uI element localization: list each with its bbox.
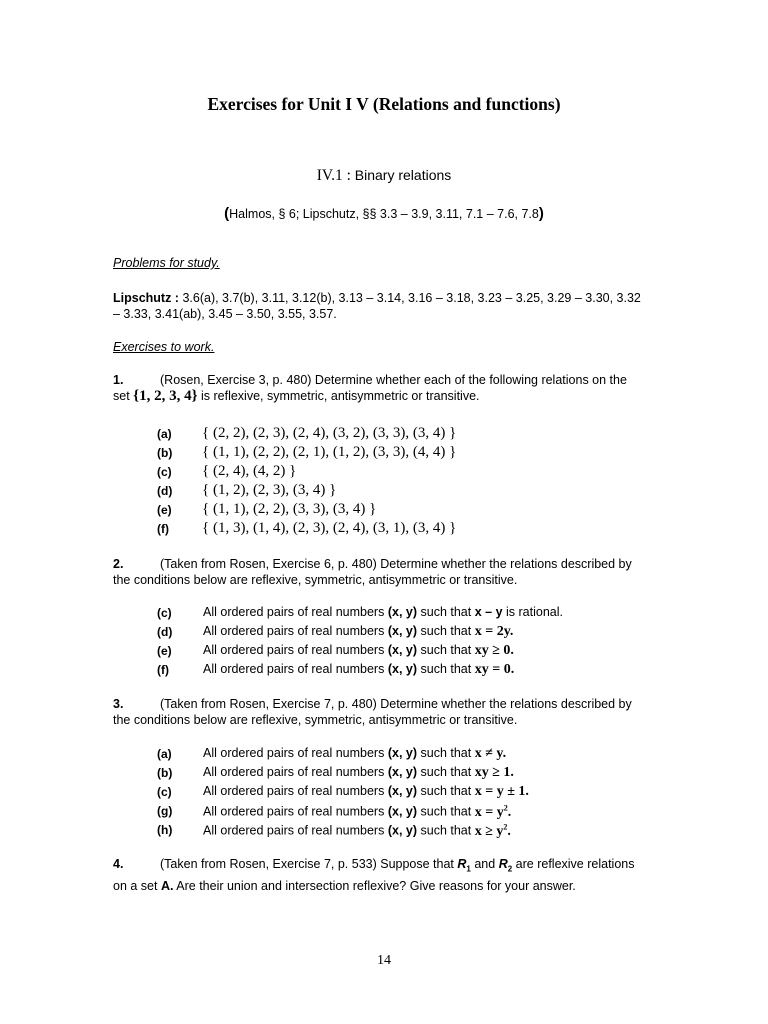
references-line: (Halmos, § 6; Lipschutz, §§ 3.3 – 3.9, 3.11, 7.1 – 7.6, 7.8) — [224, 205, 544, 222]
exercise-1-set: {1, 2, 3, 4} — [133, 388, 198, 404]
lipschutz-paragraph — [113, 290, 643, 322]
lipschutz-text: 3.6(a), 3.7(b), 3.11, 3.12(b), 3.13 – 3.14, 3.16 – 3.18, 3.23 – 3.25, 3.29 – 3.30, 3.32 – 3.33, 3.41(ab), 3.45 – 3.50, 3.55, 3.57. — [113, 291, 641, 321]
exercise-1-text: 1. (Rosen, Exercise 3, p. 480) Determine whether each of the following relations on the set {1, 2, 3, 4} is reflexive, symmetric, antisymmetric or transitive. — [113, 373, 627, 404]
exercises-heading: Exercises to work. — [113, 340, 215, 354]
problems-heading: Problems for study. — [113, 256, 220, 270]
exercise-2-number: 2. — [113, 557, 124, 571]
page-title: Exercises for Unit I V (Relations and functions) — [207, 94, 561, 114]
exercise-4-text: 4. (Taken from Rosen, Exercise 7, p. 533) Suppose that $R_1$ and $R_2$ are reflexive relations on a set A. Are their union and intersection reflexive? Give reasons for your answer. — [113, 857, 635, 893]
exercise-2-text: 2. (Taken from Rosen, Exercise 6, p. 480) Determine whether the relations described by the conditions below are reflexive, symmetric, antisymmetric or transitive. — [113, 557, 632, 587]
document-page: Exercises for Unit I V (Relations and functions) IV.1 : Binary relations (Halmos, § 6; Lipschutz, §§ 3.3 – 3.9, 3.11, 7.1 – 7.6, 7.8) Problems for study. Lipschutz : 3.6(a), 3.7(b), 3.11, 3.12(b), 3.13 – 3.14, 3.16 – 3.18, 3.23 – 3.25, 3.29 – 3.30, 3.32 – 3.33, 3.41(ab), 3.45 – 3.50, 3.55, 3.57. Exercises to work. 1. (Rosen, Exercise 3, p. 480) Determine whether each of the following relations on the set {1, 2, 3, 4} is reflexive, symmetric, antisymmetric or transitive. (a) { (2, 2), (2, 3), (2, 4), (3, 2), (3, 3), (3, 4) } (b) { (1, 1), (2, 2), (2, 1), (1, 2), (3, 3), (4, 4) } (c) { (2, 4), (4, 2) } (d) { (1, 2), (2, 3), (3, 4) } (e) { (1, 1), (2, 2), (3, 3), (3, 4) } (f) { (1, 3), (1, 4), (2, 3), (2, 4), (3, 1), (3, 4) } 2. (Taken from Rosen, Exercise 6, p. 480) Determine whether the relations described by the conditions below are reflexive, symmetric, antisymmetric or transitive. (c) All ordered pairs of real numbers (x, y) such that x – y is rational. (d) All ordered pairs of real numbers (x, y) such that x = 2y. (e) All ordered pairs of real numbers (x, y) such that xy ≥ 0. (f) All ordered pairs of real numbers (x, y) such that xy = 0. 3. (Taken from Rosen, Exercise 7, p. 480) Determine whether the relations described by the conditions below are reflexive, symmetric, antisymmetric or transitive. (a) All ordered pairs of real numbers (x, y) such that x ≠ y. (b) All ordered pairs of real numbers (x, y) such that xy ≥ 1. (c) All ordered pairs of real numbers (x, y) such that x = y ± 1. (g) All ordered pairs of real numbers (x, y) such that $x = y^2$. (h) All ordered pairs of real numbers (x, y) such that $x \ge y^2$. 4. (Taken from Rosen, Exercise 7, p. 533) Suppose that $R_1$ and $R_2$ are reflexive relations on a set A. Are their union and intersection reflexive? Give reasons for your answer. 14 — [0, 0, 768, 1024]
lipschutz-label: Lipschutz : — [113, 291, 179, 305]
exercise-3-text: 3. (Taken from Rosen, Exercise 7, p. 480) Determine whether the relations described by the conditions below are reflexive, symmetric, antisymmetric or transitive. — [113, 697, 632, 727]
exercise-1-number: 1. — [113, 373, 124, 387]
section-name: Binary relations — [354, 167, 452, 183]
references-text: Halmos, § 6; Lipschutz, §§ 3.3 – 3.9, 3.11, 7.1 – 7.6, 7.8 — [229, 207, 539, 221]
section-number: IV.1 : — [316, 167, 351, 184]
page-number: 14 — [377, 953, 391, 968]
section-subtitle — [0, 167, 768, 185]
exercise-4-number: 4. — [113, 857, 124, 871]
exercise-3-number: 3. — [113, 697, 124, 711]
